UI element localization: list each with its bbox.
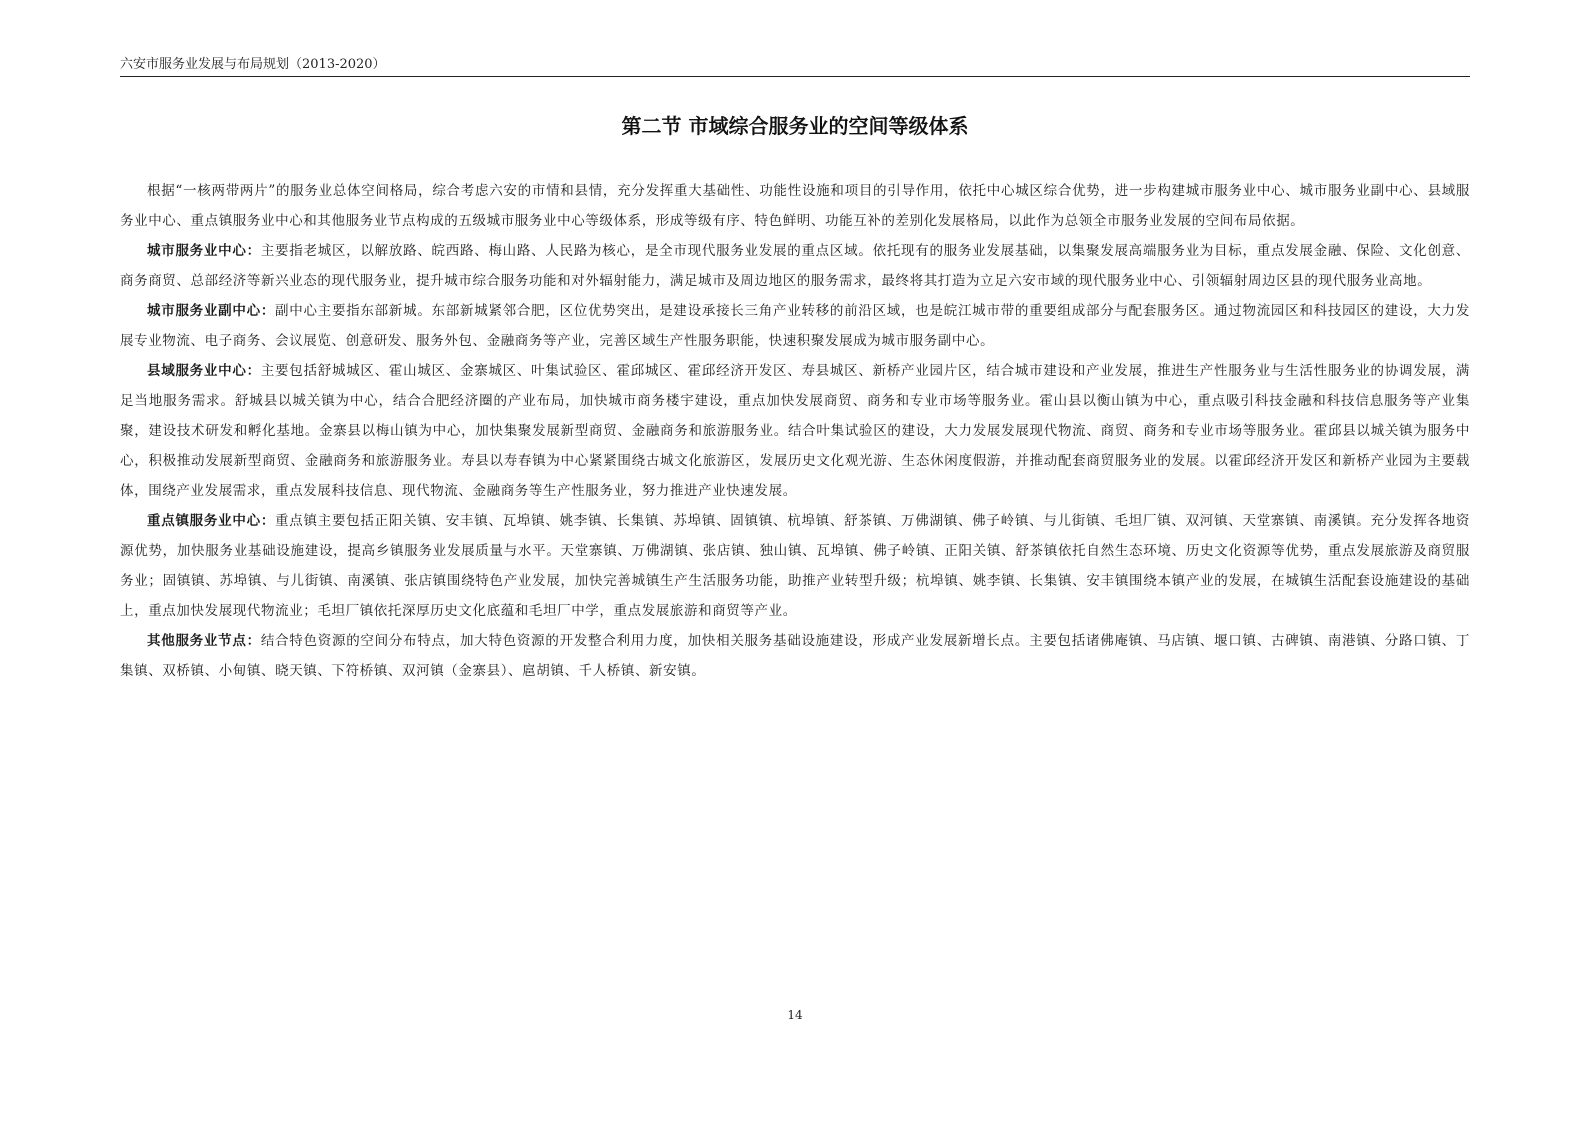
other-nodes-paragraph	[120, 626, 1470, 686]
paragraph-text: 副中心主要指东部新城。东部新城紧邻合肥，区位优势突出，是建设承接长三角产业转移的前沿区域，也是皖江城市带的重要组成部分与配套服务区。通过物流园区和科技园区的建设，大力发展专业物流、电子商务、会议展览、创意研发、服务外包、金融商务等产业，完善区域生产性服务职能，快速积聚发展成为城市服务副中心。	[120, 303, 1470, 349]
section-title: 第二节 市域综合服务业的空间等级体系	[621, 114, 969, 138]
paragraph-text: 根据“一核两带两片”的服务业总体空间格局，综合考虑六安的市情和县情，充分发挥重大基础性、功能性设施和项目的引导作用，依托中心城区综合优势，进一步构建城市服务业中心、城市服务业副中心、县域服务业中心、重点镇服务业中心和其他服务业节点构成的五级城市服务业中心等级体系，形成等级有序、特色鲜明、功能互补的差别化发展格局，以此作为总领全市服务业发展的空间布局依据。	[120, 183, 1470, 229]
running-header: 六安市服务业发展与布局规划（2013-2020）	[120, 57, 386, 72]
paragraph-text: 结合特色资源的空间分布特点，加大特色资源的开发整合利用力度，加快相关服务基础设施建设，形成产业发展新增长点。主要包括诸佛庵镇、马店镇、堰口镇、古碑镇、南港镇、分路口镇、丁集镇、双桥镇、小甸镇、晓天镇、下符桥镇、双河镇（金寨县）、扈胡镇、千人桥镇、新安镇。	[120, 633, 1470, 679]
paragraph-text: 主要包括舒城城区、霍山城区、金寨城区、叶集试验区、霍邱城区、霍邱经济开发区、寿县城区、新桥产业园片区，结合城市建设和产业发展，推进生产性服务业与生活性服务业的协调发展，满足当地服务需求。舒城县以城关镇为中心，结合合肥经济圈的产业布局，加快城市商务楼宇建设，重点加快发展商贸、商务和专业市场等服务业。霍山县以衡山镇为中心，重点吸引科技金融和科技信息服务等产业集聚，建设技术研发和孵化基地。金寨县以梅山镇为中心，加快集聚发展新型商贸、金融商务和旅游服务业。结合叶集试验区的建设，大力发展发展现代物流、商贸、商务和专业市场等服务业。霍邱县以城关镇为服务中心，积极推动发展新型商贸、金融商务和旅游服务业。寿县以寿春镇为中心紧紧围绕古城文化旅游区，发展历史文化观光游、生态休闲度假游，并推动配套商贸服务业的发展。以霍邱经济开发区和新桥产业园为主要载体，围绕产业发展需求，重点发展科技信息、现代物流、金融商务等生产性服务业，努力推进产业快速发展。	[120, 363, 1470, 499]
key-town-center-paragraph	[120, 506, 1470, 626]
paragraph-text: 重点镇主要包括正阳关镇、安丰镇、瓦埠镇、姚李镇、长集镇、苏埠镇、固镇镇、杭埠镇、舒茶镇、万佛湖镇、佛子岭镇、与儿街镇、毛坦厂镇、双河镇、天堂寨镇、南溪镇。充分发挥各地资源优势，加快服务业基础设施建设，提高乡镇服务业发展质量与水平。天堂寨镇、万佛湖镇、张店镇、独山镇、瓦埠镇、佛子岭镇、正阳关镇、舒茶镇依托自然生态环境、历史文化资源等优势，重点发展旅游及商贸服务业；固镇镇、苏埠镇、与儿街镇、南溪镇、张店镇围绕特色产业发展，加快完善城镇生产生活服务功能，助推产业转型升级；杭埠镇、姚李镇、长集镇、安丰镇围绕本镇产业的发展，在城镇生活配套设施建设的基础上，重点加快发展现代物流业；毛坦厂镇依托深厚历史文化底蕴和毛坦厂中学，重点发展旅游和商贸等产业。	[120, 513, 1470, 619]
paragraph-lead: 县域服务业中心：	[147, 363, 261, 379]
page-number: 14	[787, 1008, 803, 1022]
paragraph-text: 主要指老城区，以解放路、皖西路、梅山路、人民路为核心，是全市现代服务业发展的重点区域。依托现有的服务业发展基础，以集聚发展高端服务业为目标，重点发展金融、保险、文化创意、商务商贸、总部经济等新兴业态的现代服务业，提升城市综合服务功能和对外辐射能力，满足城市及周边地区的服务需求，最终将其打造为立足六安市域的现代服务业中心、引领辐射周边区县的现代服务业高地。	[120, 243, 1470, 289]
city-subcenter-paragraph	[120, 296, 1470, 356]
paragraph-lead: 其他服务业节点：	[147, 633, 261, 649]
paragraph-lead: 重点镇服务业中心：	[147, 513, 276, 529]
city-center-paragraph	[120, 236, 1470, 296]
paragraph-lead: 城市服务业中心：	[147, 243, 261, 259]
body-text	[120, 176, 1470, 686]
header-rule	[120, 76, 1470, 77]
county-center-paragraph	[120, 356, 1470, 506]
intro-paragraph	[120, 176, 1470, 236]
paragraph-lead: 城市服务业副中心：	[147, 303, 276, 319]
